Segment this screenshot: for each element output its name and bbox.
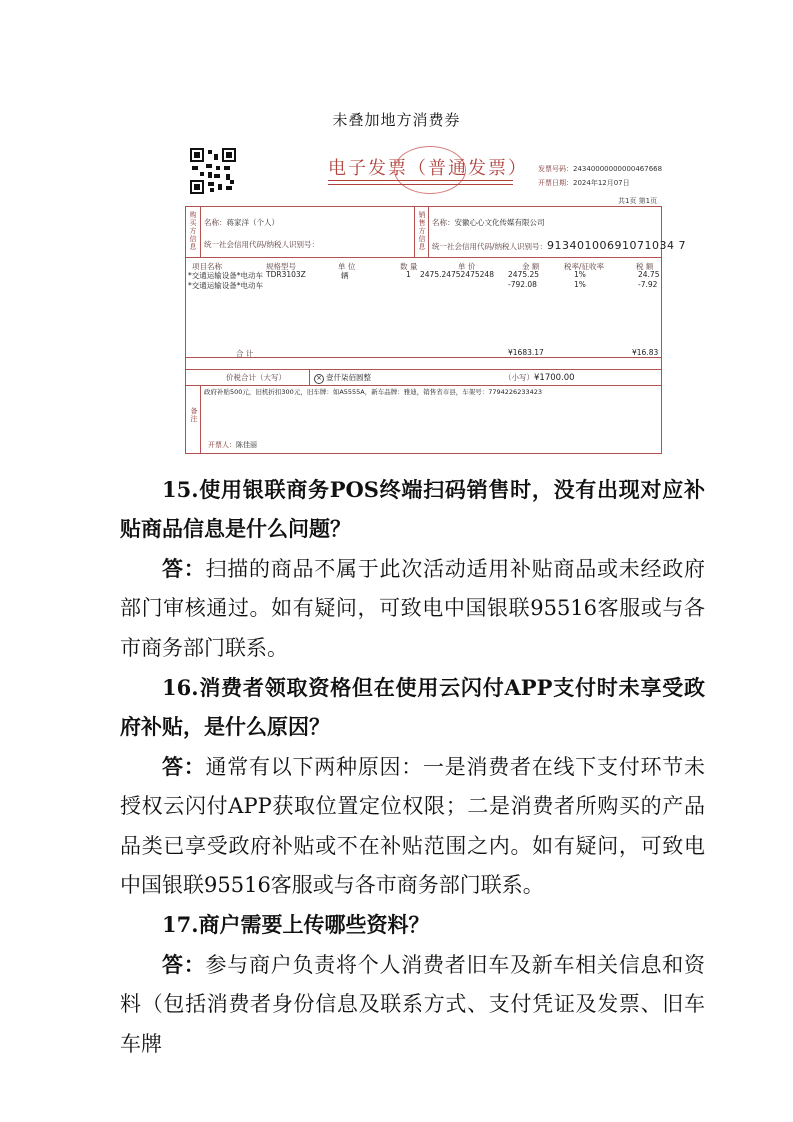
total-label: 合 计 <box>236 349 254 358</box>
buyer-tax-id-label: 统一社会信用代码/纳税人识别号： <box>204 240 320 249</box>
row1-name: *交通运输设备*电动车 <box>188 271 263 280</box>
row1-tax: 24.75 <box>638 270 660 279</box>
row1-unit: 辆 <box>341 271 349 280</box>
grand-total-label: 价税合计（大写） <box>226 373 286 382</box>
title-underline <box>328 180 513 185</box>
question-17: 17.商户需要上传哪些资料？ <box>162 912 430 938</box>
invoice-number: 发票号码：24340000000000467668 <box>538 165 663 173</box>
cross-circle-icon: × <box>314 374 324 384</box>
remark-text: 政府补贴500元，旧机折扣300元，旧车牌：如A5555A，新车品牌：雅迪，销售省市县，车架号：7794226233423 <box>204 388 543 396</box>
answer-15: 答：扫描的商品不属于此次活动适用补贴商品或未经政府部门审核通过。如有疑问，可致电中国银联95516客服或与各市商务部门联系。 <box>120 555 705 660</box>
col-rate: 税率/征收率 <box>564 262 605 271</box>
col-price: 单 价 <box>458 262 476 271</box>
row1-amount: 2475.25 <box>508 270 540 279</box>
invoice-image <box>178 138 687 460</box>
buyer-name: 名称：蒋家洋（个人） <box>204 218 279 227</box>
issuer: 开票人：陈佳丽 <box>208 441 257 449</box>
col-amount: 金 额 <box>522 262 540 271</box>
qr-code-icon <box>190 148 236 194</box>
question-16: 16.消费者领取资格但在使用云闪付APP支付时未享受政府补贴，是什么原因？ <box>120 675 705 740</box>
row2-name: *交通运输设备*电动车 <box>188 281 263 290</box>
remark-side-label: 备注 <box>190 407 198 423</box>
seller-name: 名称：安徽心心文化传媒有限公司 <box>432 218 545 227</box>
row2-rate: 1% <box>574 280 586 289</box>
answer-17: 答：参与商户负责将个人消费者旧车及新车相关信息和资料（包括消费者身份信息及联系方式、支付凭证及发票、旧车车牌 <box>120 951 705 1056</box>
row1-qty: 1 <box>406 270 411 279</box>
col-unit: 单 位 <box>338 262 356 271</box>
figure-caption: 未叠加地方消费券 <box>332 111 461 129</box>
col-qty: 数 量 <box>400 262 418 271</box>
invoice-title: 电子发票（普通发票） <box>328 158 528 179</box>
row1-price: 2475.24752475248 <box>420 270 494 279</box>
invoice-frame <box>185 206 687 454</box>
col-spec: 规格型号 <box>266 262 296 271</box>
page-number: 共1页 第1页 <box>618 197 658 205</box>
total-tax: ¥16.83 <box>632 348 659 357</box>
total-amount: ¥1683.17 <box>508 348 544 357</box>
answer-16: 答：通常有以下两种原因：一是消费者在线下支付环节未授权云闪付APP获取位置定位权限；二是消费者所购买的产品品类已享受政府补贴或不在补贴范围之内。如有疑问，可致电中国银联95516客服或与各市商务部门联系。 <box>120 753 705 898</box>
row1-rate: 1% <box>574 270 586 279</box>
row1-spec: TDR3103Z <box>266 270 306 279</box>
seller-tax-id: 统一社会信用代码/纳税人识别号：91340100691071034 7 <box>432 239 687 252</box>
grand-total-small: （小写）¥1700.00 <box>504 373 575 383</box>
col-name: 项目名称 <box>192 262 222 271</box>
col-tax: 税 额 <box>636 262 654 271</box>
invoice-date: 开票日期：2024年12月07日 <box>538 179 630 187</box>
seller-side-label: 销售方信息 <box>418 211 426 251</box>
grand-total-upper: × 壹仟柒佰圆整 <box>314 372 371 384</box>
row2-tax: -7.92 <box>638 280 658 289</box>
row2-amount: -792.08 <box>508 280 537 289</box>
question-15: 15.使用银联商务POS终端扫码销售时，没有出现对应补贴商品信息是什么问题？ <box>120 477 705 542</box>
faq-body <box>120 470 705 1064</box>
buyer-side-label: 购买方信息 <box>189 211 197 251</box>
